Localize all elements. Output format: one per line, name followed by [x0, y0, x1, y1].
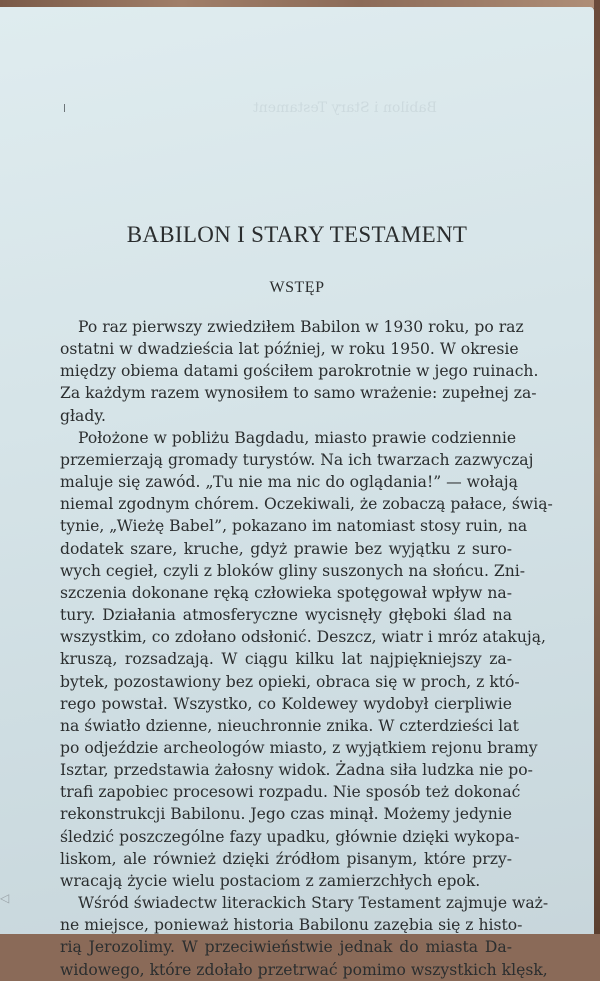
text-line: rekonstrukcji Babilonu. Jego czas minął. Możemy jedynie [60, 805, 512, 824]
text-line: bytek, pozostawiony bez opieki, obraca się w proch, z któ- [60, 672, 520, 691]
text-line: rią Jerozolimy. W przeciwieństwie jednak do miasta Da- [60, 938, 512, 957]
text-line: przemierzają gromady turystów. Na ich twarzach zazwyczaj [60, 450, 534, 469]
bleed-through-text: Babilon i Stary Testament [253, 100, 437, 116]
chapter-title: BABILON I STARY TESTAMENT [126, 222, 468, 247]
text-line: trafi zapobiec procesowi rozpadu. Nie sposób też dokonać [60, 783, 521, 802]
pencil-mark [64, 104, 65, 112]
text-line: niemal zgodnym chórem. Oczekiwali, że zobaczą pałace, świą- [60, 495, 553, 514]
text-line: Położone w pobliżu Bagdadu, miasto prawie codziennie [78, 428, 517, 447]
text-line: między obiema datami gościłem parokrotnie w jego ruinach. [60, 362, 539, 381]
text-line: maluje się zawód. „Tu nie ma nic do oglądania!” — wołają [60, 473, 518, 492]
text-line: wych cegieł, czyli z bloków gliny suszonych na słońcu. Zni- [60, 561, 525, 580]
text-line: po odjeździe archeologów miasto, z wyjątkiem rejonu bramy [60, 738, 538, 757]
text-line: kruszą, rozsadzają. W ciągu kilku lat najpiękniejszy za- [60, 650, 512, 669]
text-line: tynie, „Wieżę Babel”, pokazano im natomiast stosy ruin, na [60, 517, 528, 536]
body-text [60, 316, 553, 981]
text-line: ostatni w dwadzieścia lat później, w roku 1950. W okresie [60, 340, 519, 359]
section-heading: WSTĘP [269, 279, 325, 296]
text-line: głady. [60, 406, 107, 425]
text-line: liskom, ale również dzięki źródłom pisanym, które przy- [60, 849, 512, 868]
text-line: tury. Działania atmosferyczne wycisnęły głęboki ślad na [60, 606, 512, 625]
text-line: na światło dzienne, nieuchronnie znika. W czterdzieści lat [60, 716, 519, 735]
text-line: wracają życie wielu postaciom z zamierzchłych epok. [60, 871, 481, 890]
text-line: rego powstał. Wszystko, co Koldewey wydobył cierpliwie [60, 694, 512, 713]
text-line: Za każdym razem wynosiłem to samo wrażenie: zupełnej za- [60, 384, 537, 403]
text-line: Wśród świadectw literackich Stary Testament zajmuje waż- [78, 894, 549, 913]
text-line: ne miejsce, ponieważ historia Babilonu zazębia się z histo- [60, 916, 523, 935]
text-line: Isztar, przedstawia żałosny widok. Żadna siła ludzka nie po- [60, 761, 533, 780]
page-edge-mark: ◁ [0, 891, 10, 905]
text-line: śledzić poszczególne fazy upadku, głównie dzięki wykopa- [60, 827, 520, 846]
book-page [0, 7, 594, 979]
text-line: szczenia dokonane ręką człowieka spotęgował wpływ na- [60, 583, 512, 602]
text-line: Po raz pierwszy zwiedziłem Babilon w 1930 roku, po raz [78, 318, 524, 336]
text-line: dodatek szare, kruche, gdyż prawie bez wyjątku z suro- [60, 539, 512, 558]
text-line: widowego, które zdołało przetrwać pomimo wszystkich klęsk, [60, 960, 548, 979]
wooden-surface-right [594, 0, 600, 934]
text-line: wszystkim, co zdołano odsłonić. Deszcz, wiatr i mróz atakują, [60, 628, 546, 647]
